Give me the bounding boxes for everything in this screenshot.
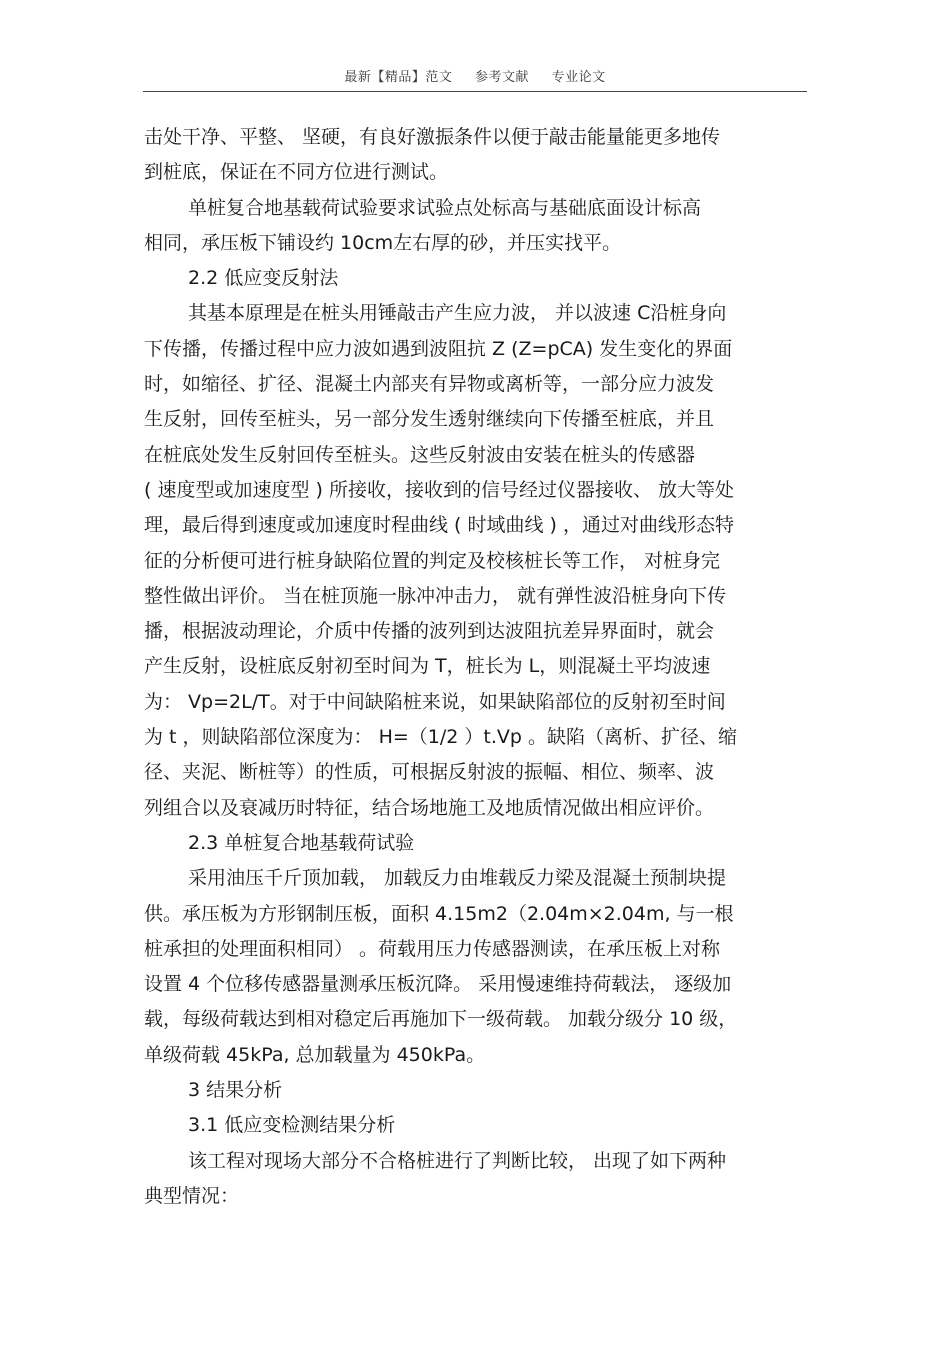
- text-line: 时，如缩径、扩径、混凝土内部夹有异物或离析等，一部分应力波发: [144, 373, 715, 396]
- text-line: 2.2 低应变反射法: [188, 267, 339, 290]
- text-line: 3.1 低应变检测结果分析: [188, 1114, 396, 1137]
- text-line: 2.3 单桩复合地基载荷试验: [188, 831, 415, 854]
- text-line: 单级荷载 45kPa, 总加载量为 450kPa。: [144, 1043, 486, 1066]
- text-line: 整性做出评价。 当在桩顶施一脉冲冲击力， 就有弹性波沿桩身向下传: [144, 584, 727, 607]
- text-line: 单桩复合地基载荷试验要求试验点处标高与基础底面设计标高: [188, 196, 702, 219]
- header-item-fanwen: 最新【精品】范文: [344, 70, 453, 85]
- text-line: 载，每级荷载达到相对稳定后再施加下一级荷载。 加载分级分 10 级，: [144, 1008, 738, 1031]
- text-line: 该工程对现场大部分不合格桩进行了判断比较， 出现了如下两种: [188, 1149, 727, 1172]
- text-line: 典型情况：: [144, 1184, 240, 1207]
- text-line: 产生反射，设桩底反射初至时间为 T，桩长为 L，则混凝土平均波速: [144, 655, 711, 678]
- text-line: 征的分析便可进行桩身缺陷位置的判定及校核桩长等工作， 对桩身完: [144, 549, 721, 572]
- text-line: ( 速度型或加速度型 ) 所接收，接收到的信号经过仪器接收、 放大等处: [144, 478, 734, 501]
- page-header: [0, 66, 950, 85]
- text-line: 相同，承压板下铺设约 10cm左右厚的砂，并压实找平。: [144, 231, 622, 254]
- text-line: 设置 4 个位移传感器量测承压板沉降。 采用慢速维持荷载法， 逐级加: [144, 973, 732, 996]
- text-line: 采用油压千斤顶加载， 加载反力由堆载反力梁及混凝土预制块提: [188, 867, 727, 890]
- text-line: 播，根据波动理论，介质中传播的波列到达波阻抗差异界面时，就会: [144, 620, 715, 643]
- text-line: 列组合以及衰减历时特征，结合场地施工及地质情况做出相应评价。: [144, 796, 715, 819]
- header-item-references: 参考文献: [474, 70, 529, 85]
- text-line: 径、夹泥、断桩等）的性质，可根据反射波的振幅、相位、频率、波: [144, 761, 715, 784]
- text-line: 击处干净、平整、 坚硬，有良好激振条件以便于敲击能量能更多地传: [144, 126, 721, 148]
- text-line: 理，最后得到速度或加速度时程曲线 ( 时域曲线 ) ，通过对曲线形态特: [144, 514, 734, 537]
- header-item-papers: 专业论文: [551, 70, 606, 85]
- text-line: 生反射，回传至桩头，另一部分发生透射继续向下传播至桩底，并且: [144, 408, 715, 431]
- text-line: 桩承担的处理面积相同） 。荷载用压力传感器测读，在承压板上对称: [144, 937, 721, 960]
- text-line: 在桩底处发生反射回传至桩头。这些反射波由安装在桩头的传感器: [144, 443, 696, 466]
- text-line: 3 结果分析: [188, 1079, 283, 1102]
- text-line: 到桩底，保证在不同方位进行测试。: [144, 161, 449, 184]
- text-line: 其基本原理是在桩头用锤敲击产生应力波， 并以波速 C沿桩身向: [188, 302, 727, 325]
- document-body: [144, 120, 808, 1214]
- text-line: 为： Vp=2L/T。对于中间缺陷桩来说，如果缺陷部位的反射初至时间: [144, 690, 726, 713]
- text-line: 供。承压板为方形钢制压板，面积 4.15m2（2.04m×2.04m, 与一根: [144, 902, 734, 925]
- header-divider: [143, 91, 807, 92]
- text-line: 为 t ，则缺陷部位深度为： H=（1/2 ）t.Vp 。缺陷（离析、扩径、缩: [144, 726, 737, 749]
- text-line: 下传播，传播过程中应力波如遇到波阻抗 Z (Z=pCA) 发生变化的界面: [144, 337, 733, 360]
